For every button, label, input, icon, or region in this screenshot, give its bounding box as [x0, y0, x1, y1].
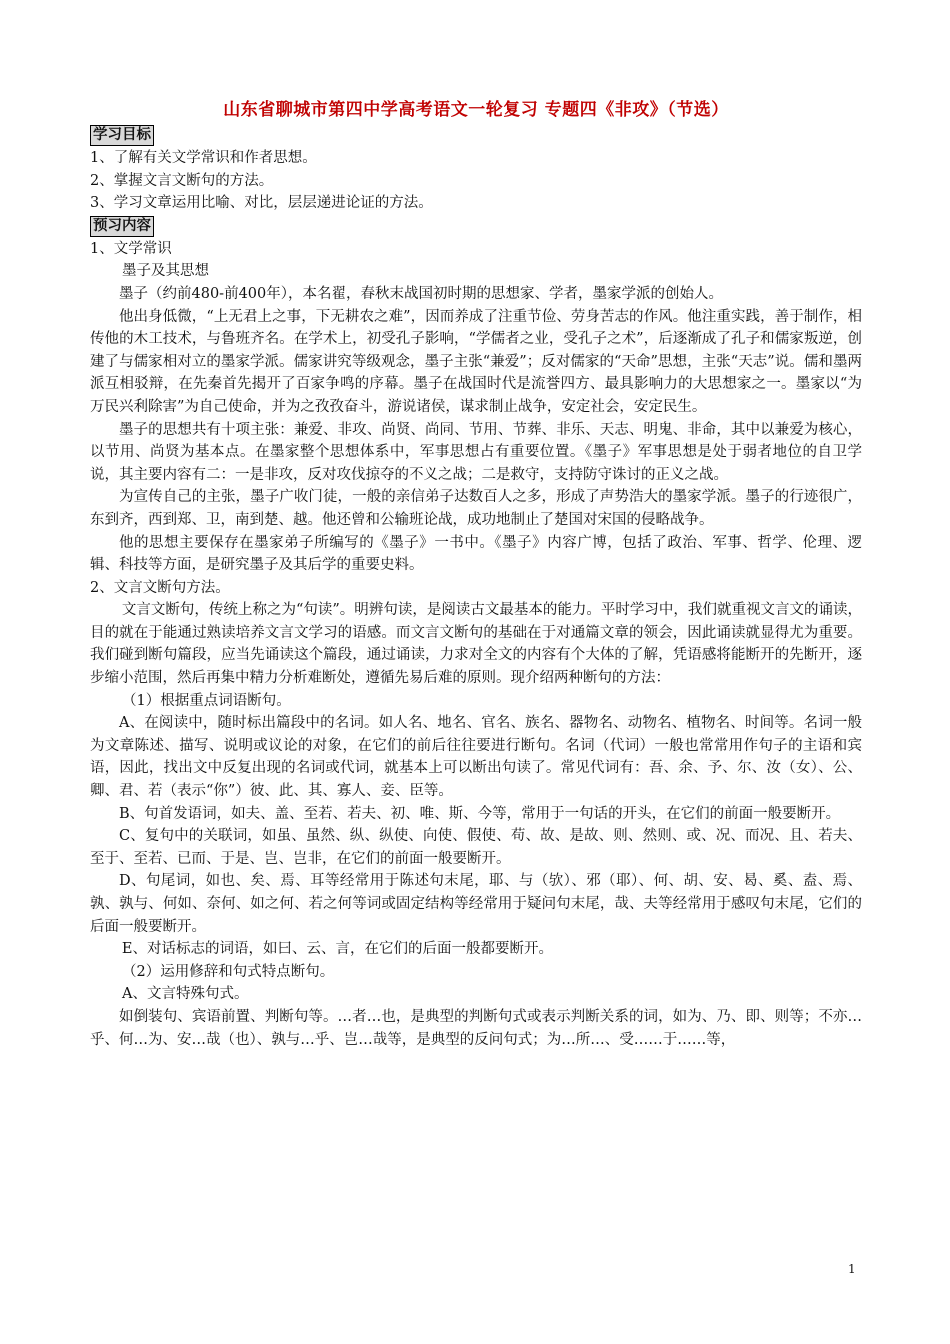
- paragraph: 如倒装句、宾语前置、判断句等。…者…也，是典型的判断句式或表示判断关系的词，如为、乃、即、则等；不亦…乎、何…为、安…哉（也）、孰与…乎、岂…哉等，是典型的反问句式；为…所…、受……于……等，: [90, 1008, 862, 1048]
- method-heading-1: （1）根据重点词语断句。: [122, 692, 291, 709]
- goal-item: 3、学习文章运用比喻、对比，层层递进论证的方法。: [90, 195, 433, 212]
- method-heading-2: （2）运用修辞和句式特点断句。: [122, 963, 335, 980]
- paragraph: 他的思想主要保存在墨家弟子所编写的《墨子》一书中。《墨子》内容广博，包括了政治、军事、哲学、伦理、逻辑、科技等方面，是研究墨子及其后学的重要史料。: [90, 534, 862, 574]
- subsection-heading-literature: 1、文学常识: [90, 240, 172, 257]
- page-number: 1: [848, 1262, 856, 1276]
- paragraph: 墨子（约前480-前400年），本名翟，春秋末战国初时期的思想家、学者，墨家学派的创始人。: [119, 285, 723, 302]
- goal-item: 1、了解有关文学常识和作者思想。: [90, 150, 317, 166]
- document-page: [90, 98, 862, 1051]
- paragraph: D、句尾词，如也、矣、焉、耳等经常用于陈述句末尾，耶、与（欤）、邪（耶）、何、胡、安、曷、奚、盍、焉、孰、孰与、何如、奈何、如之何、若之何等词或固定结构等经常用于疑问句末尾，哉、夫等经常用于感叹句末尾，它们的后面一般要断开。: [90, 873, 862, 935]
- subsection-heading-method: 2、文言文断句方法。: [90, 579, 230, 596]
- paragraph: B、句首发语词，如夫、盖、至若、若夫、初、唯、斯、今等，常用于一句话的开头，在它们的前面一般要断开。: [119, 805, 841, 822]
- method-subheading: A、文言特殊句式。: [122, 986, 249, 1003]
- page-title: 山东省聊城市第四中学高考语文一轮复习 专题四《非攻》（节选）: [223, 100, 729, 120]
- paragraph: C、复句中的关联词，如虽、虽然、纵、纵使、向使、假使、苟、故、是故、则、然则、或、况、而况、且、若夫、至于、至若、已而、于是、岂、岂非，在它们的前面一般要断开。: [90, 828, 862, 867]
- goal-item: 2、掌握文言文断句的方法。: [90, 172, 274, 189]
- paragraph: 他出身低微，“上无君上之事，下无耕农之难”，因而养成了注重节俭、劳身苦志的作风。他注重实践，善于制作，相传他的木工技术，与鲁班齐名。在学术上，初受孔子影响，“学儒者之业，受孔子之术”，后逐渐成了孔子和儒家叛逆，创建了与儒家相对立的墨家学派。儒家讲究等级观念，墨子主张“兼爱”；反对儒家的“天命”思想，主张“天志”说。儒和墨两派互相驳辩，在先秦首先揭开了百家争鸣的序幕。墨子在战国时代是流誉四方、最具影响力的大思想家之一。墨家以“为万民兴利除害”为自己使命，并为之孜孜奋斗，游说诸侯，谋求制止战争，安定社会，安定民生。: [90, 308, 862, 415]
- paragraph: A、在阅读中，随时标出篇段中的名词。如人名、地名、官名、族名、器物名、动物名、植物名、时间等。名词一般为文章陈述、描写、说明或议论的对象，在它们的前后往往要进行断句。名词（代词）一般也常常用作句子的主语和宾语，因此，找出文中反复出现的名词或代词，就基本上可以断出句读了。常见代词有：吾、余、予、尔、汝（女）、公、卿、君、若（表示“你”）彼、此、其、寡人、妾、臣等。: [90, 715, 862, 800]
- section-heading-goals: 学习目标: [90, 125, 154, 146]
- paragraph: 为宣传自己的主张，墨子广收门徒，一般的亲信弟子达数百人之多，形成了声势浩大的墨家学派。墨子的行迹很广，东到齐，西到郑、卫，南到楚、越。他还曾和公输班论战，成功地制止了楚国对宋国的侵略战争。: [90, 489, 862, 528]
- paragraph: E、对话标志的词语，如曰、云、言，在它们的后面一般都要断开。: [121, 941, 553, 958]
- subsection-title-mozi: 墨子及其思想: [122, 263, 209, 280]
- paragraph: 墨子的思想共有十项主张：兼爱、非攻、尚贤、尚同、节用、节葬、非乐、天志、明鬼、非命，其中以兼爱为核心，以节用、尚贤为基本点。在墨家整个思想体系中，军事思想占有重要位置。《墨子》军事思想是处于弱者地位的自卫学说，其主要内容有二：一是非攻，反对攻伐掠夺的不义之战；二是救守，支持防守诛讨的正义之战。: [90, 421, 862, 483]
- paragraph: 文言文断句，传统上称之为“句读”。明辨句读，是阅读古文最基本的能力。平时学习中，我们就重视文言文的诵读，目的就在于能通过熟读培养文言文学习的语感。而文言文断句的基础在于对通篇文章的领会，因此诵读就显得尤为重要。我们碰到断句篇段，应当先诵读这个篇段，通过诵读，力求对全文的内容有个大体的了解，凭语感将能断开的先断开，逐步缩小范围，然后再集中精力分析难断处，遵循先易后难的原则。现介绍两种断句的方法：: [90, 602, 862, 687]
- section-heading-preview: 预习内容: [90, 216, 154, 237]
